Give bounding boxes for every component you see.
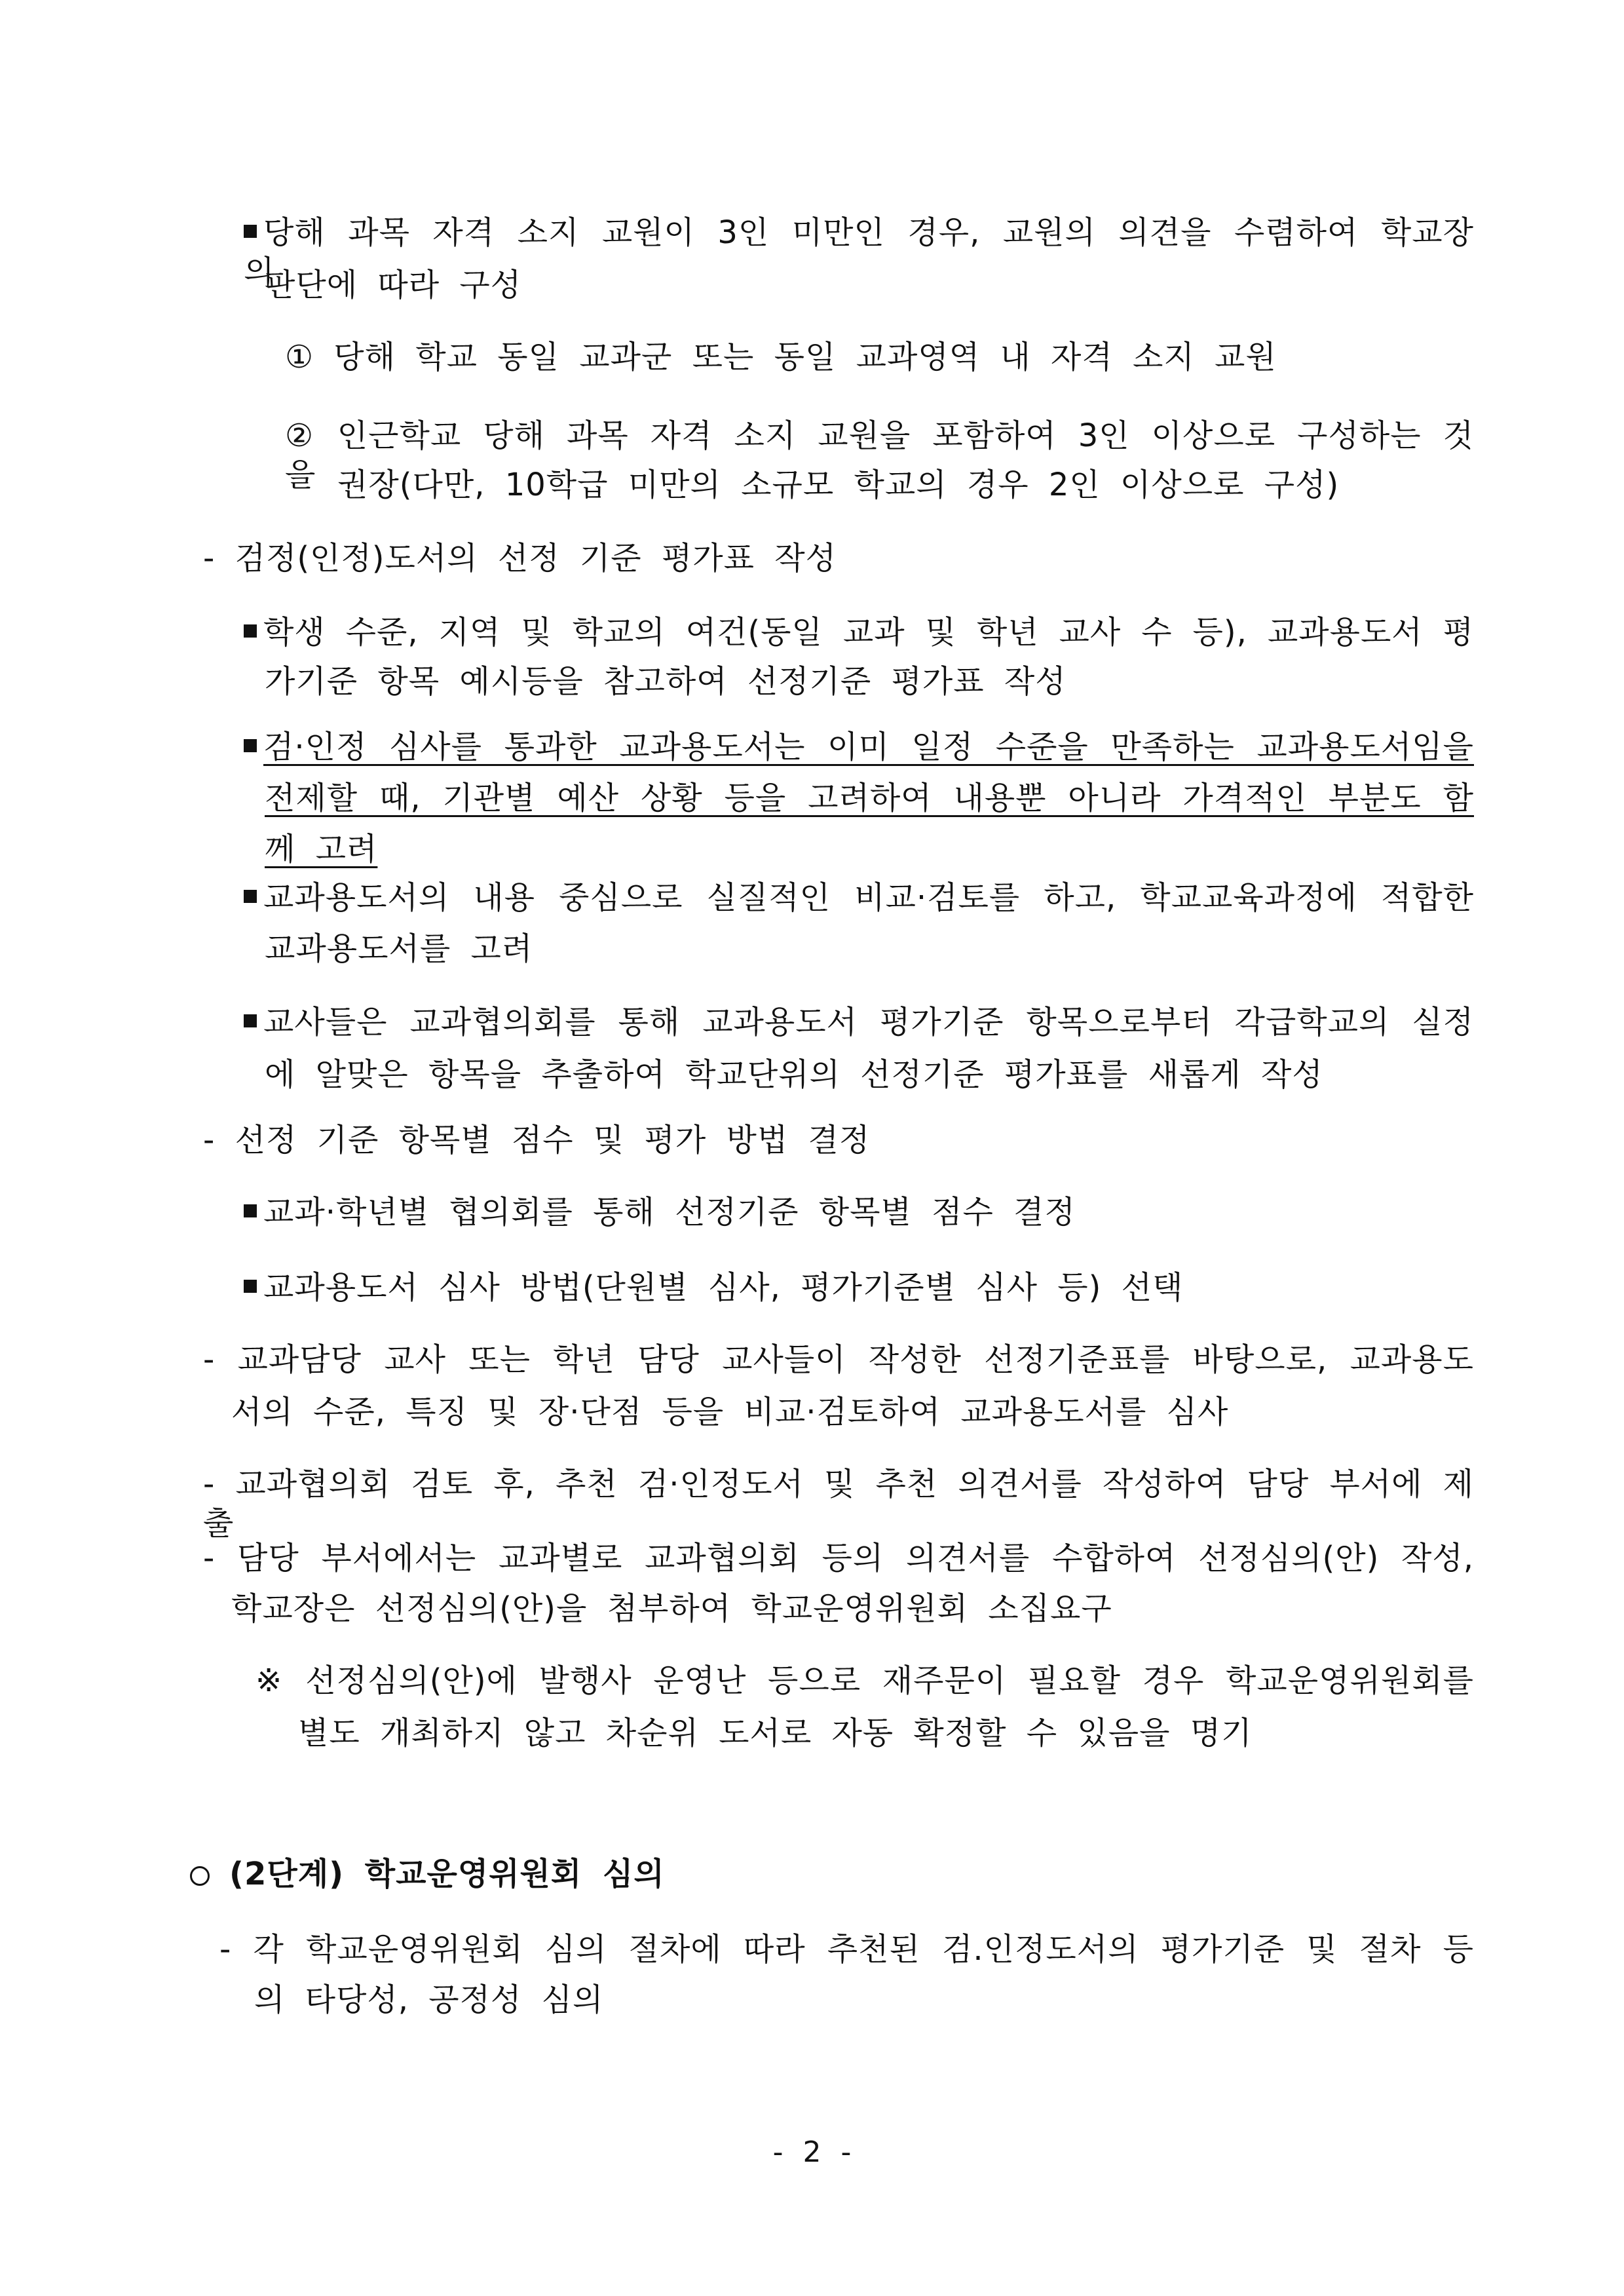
dash-item-deliberation-cont: 의 타당성, 공정성 심의 xyxy=(254,1981,604,2018)
bullet-line: 가기준 항목 예시등을 참고하여 선정기준 평가표 작성 xyxy=(265,663,1067,700)
bullet-item-3: 검·인정 심사를 통과한 교과용도서는 이미 일정 수준을 만족하는 교과용도서임을 xyxy=(244,727,1474,767)
square-bullet-icon xyxy=(244,739,257,752)
bullet-item-5: 교사들은 교과협의회를 통해 교과용도서 평가기준 항목으로부터 각급학교의 실정 xyxy=(244,1003,1474,1042)
dash-item-dept-cont: 학교장은 선정심의(안)을 첨부하여 학교운영위원회 소집요구 xyxy=(231,1590,1112,1627)
square-bullet-icon xyxy=(244,1014,257,1027)
square-bullet-icon xyxy=(244,1280,257,1293)
bullet-item-4: 교과용도서의 내용 중심으로 실질적인 비교·검토를 하고, 학교교육과정에 적합한 xyxy=(244,878,1474,917)
bullet-item-6: 교과·학년별 협의회를 통해 선정기준 항목별 점수 결정 xyxy=(244,1193,1076,1232)
dash-item-deliberation: - 각 학교운영위원회 심의 절차에 따라 추천된 검.인정도서의 평가기준 및 절차 등 xyxy=(219,1931,1474,1968)
dash-item-submit: - 교과협의회 검토 후, 추천 검·인정도서 및 추천 의견서를 작성하여 담당 부서에 제출 xyxy=(203,1466,1474,1542)
dash-item-dept: - 담당 부서에서는 교과별로 교과협의회 등의 의견서를 수합하여 선정심의(안) 작성, xyxy=(203,1540,1474,1577)
bullet-line: 교과용도서를 고려 xyxy=(265,930,533,967)
bullet-item-7: 교과용도서 심사 방법(단원별 심사, 평가기준별 심사 등) 선택 xyxy=(244,1268,1183,1307)
numbered-item-2-cont: 권장(다만, 10학급 미만의 소규모 학교의 경우 2인 이상으로 구성) xyxy=(337,467,1340,503)
dash-item-score: - 선정 기준 항목별 점수 및 평가 방법 결정 xyxy=(203,1122,871,1158)
numbered-item-2: ② 인근학교 당해 과목 자격 소지 교원을 포함하여 3인 이상으로 구성하는 것을 xyxy=(285,417,1474,493)
square-bullet-icon xyxy=(244,225,257,238)
numbered-item-1: ① 당해 학교 동일 교과군 또는 동일 교과영역 내 자격 소지 교원 xyxy=(285,339,1277,375)
note-item-cont: 별도 개최하지 않고 차순위 도서로 자동 확정할 수 있음을 명기 xyxy=(298,1715,1253,1751)
dash-item-review: - 교과담당 교사 또는 학년 담당 교사들이 작성한 선정기준표를 바탕으로, 교과용도 xyxy=(203,1341,1474,1378)
bullet-line: 에 알맞은 항목을 추출하여 학교단위의 선정기준 평가표를 새롭게 작성 xyxy=(265,1056,1323,1093)
bullet-line: 전제할 때, 기관별 예산 상황 등을 고려하여 내용뿐 아니라 가격적인 부분도 함 xyxy=(265,780,1474,816)
bullet-line: 께 고려 xyxy=(265,831,378,868)
section-heading: (2단계) 학교운영위원회 심의 xyxy=(190,1854,665,1894)
bullet-item-2: 학생 수준, 지역 및 학교의 여건(동일 교과 및 학년 교사 수 등), 교과용도서 평 xyxy=(244,613,1474,652)
square-bullet-icon xyxy=(244,1204,257,1217)
dash-item-review-cont: 서의 수준, 특징 및 장·단점 등을 비교·검토하여 교과용도서를 심사 xyxy=(231,1394,1229,1430)
square-bullet-icon xyxy=(244,624,257,638)
square-bullet-icon xyxy=(244,890,257,903)
bullet-line: 판단에 따라 구성 xyxy=(265,267,522,303)
bullet-line: 당해 과목 자격 소지 교원이 3인 미만인 경우, 교원의 의견을 수렴하여 학교장의 xyxy=(244,214,1474,290)
note-item: ※ 선정심의(안)에 발행사 운영난 등으로 재주문이 필요할 경우 학교운영위원회를 xyxy=(255,1662,1474,1699)
dash-item-eval-form: - 검정(인정)도서의 선정 기준 평가표 작성 xyxy=(203,540,837,577)
page-number: - 2 - xyxy=(772,2135,852,2169)
circle-bullet-icon xyxy=(190,1866,210,1886)
